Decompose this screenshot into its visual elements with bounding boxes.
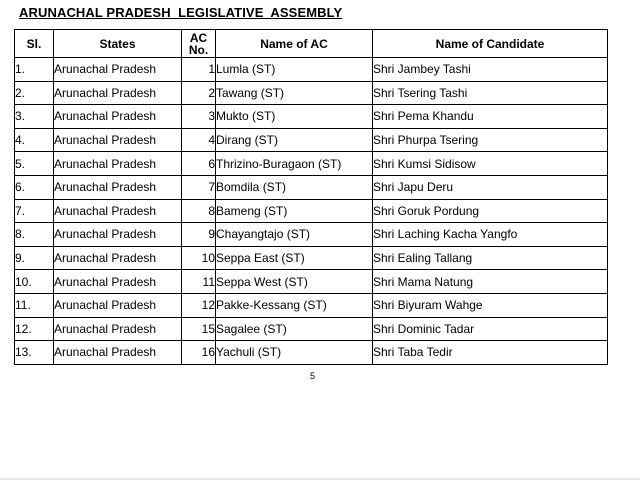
cell-candidate: Shri Taba Tedir	[373, 341, 608, 365]
cell-ac-no: 8	[182, 199, 216, 223]
cell-candidate: Shri Mama Natung	[373, 270, 608, 294]
cell-state: Arunachal Pradesh	[54, 81, 182, 105]
cell-sl: 4.	[15, 128, 54, 152]
cell-candidate: Shri Biyuram Wahge	[373, 293, 608, 317]
cell-sl: 9.	[15, 246, 54, 270]
cell-sl: 6.	[15, 175, 54, 199]
cell-ac-no: 7	[182, 175, 216, 199]
table-row	[15, 341, 608, 365]
cell-state: Arunachal Pradesh	[54, 199, 182, 223]
cell-state: Arunachal Pradesh	[54, 175, 182, 199]
cell-candidate: Shri Laching Kacha Yangfo	[373, 223, 608, 247]
header-sl: Sl.	[15, 30, 54, 58]
cell-state: Arunachal Pradesh	[54, 341, 182, 365]
table-row	[15, 293, 608, 317]
cell-candidate: Shri Jambey Tashi	[373, 58, 608, 82]
cell-state: Arunachal Pradesh	[54, 317, 182, 341]
candidates-table	[14, 29, 608, 365]
cell-sl: 1.	[15, 58, 54, 82]
cell-ac-no: 11	[182, 270, 216, 294]
table-row	[15, 81, 608, 105]
cell-sl: 2.	[15, 81, 54, 105]
cell-ac-no: 16	[182, 341, 216, 365]
table-header-row	[15, 30, 608, 58]
cell-ac-no: 9	[182, 223, 216, 247]
cell-ac-no: 12	[182, 293, 216, 317]
cell-candidate: Shri Dominic Tadar	[373, 317, 608, 341]
cell-ac-no: 2	[182, 81, 216, 105]
cell-sl: 5.	[15, 152, 54, 176]
header-ac-no-line1: AC	[189, 30, 208, 45]
cell-ac-name: Mukto (ST)	[216, 105, 373, 129]
cell-candidate: Shri Goruk Pordung	[373, 199, 608, 223]
cell-ac-name: Pakke-Kessang (ST)	[216, 293, 373, 317]
table-row	[15, 175, 608, 199]
table-row	[15, 317, 608, 341]
cell-sl: 7.	[15, 199, 54, 223]
cell-ac-no: 3	[182, 105, 216, 129]
cell-ac-no: 1	[182, 58, 216, 82]
table-row	[15, 223, 608, 247]
cell-ac-name: Dirang (ST)	[216, 128, 373, 152]
table-row	[15, 152, 608, 176]
header-name-of-candidate: Name of Candidate	[373, 30, 608, 58]
cell-ac-no: 4	[182, 128, 216, 152]
cell-state: Arunachal Pradesh	[54, 152, 182, 176]
cell-sl: 10.	[15, 270, 54, 294]
cell-ac-name: Thrizino-Buragaon (ST)	[216, 152, 373, 176]
cell-candidate: Shri Phurpa Tsering	[373, 128, 608, 152]
cell-ac-name: Chayangtajo (ST)	[216, 223, 373, 247]
cell-sl: 3.	[15, 105, 54, 129]
cell-ac-name: Lumla (ST)	[216, 58, 373, 82]
header-ac-no	[182, 30, 216, 58]
cell-candidate: Shri Ealing Tallang	[373, 246, 608, 270]
cell-candidate: Shri Japu Deru	[373, 175, 608, 199]
cell-state: Arunachal Pradesh	[54, 270, 182, 294]
header-name-of-ac: Name of AC	[216, 30, 373, 58]
document-title: ARUNACHAL PRADESH LEGISLATIVE ASSEMBLY	[19, 5, 343, 20]
cell-candidate: Shri Pema Khandu	[373, 105, 608, 129]
table-row	[15, 270, 608, 294]
page-number: 5	[310, 371, 316, 381]
cell-ac-no: 15	[182, 317, 216, 341]
cell-state: Arunachal Pradesh	[54, 58, 182, 82]
cell-state: Arunachal Pradesh	[54, 293, 182, 317]
cell-ac-name: Seppa East (ST)	[216, 246, 373, 270]
cell-ac-name: Sagalee (ST)	[216, 317, 373, 341]
cell-candidate: Shri Tsering Tashi	[373, 81, 608, 105]
cell-sl: 11.	[15, 293, 54, 317]
cell-ac-name: Seppa West (ST)	[216, 270, 373, 294]
cell-ac-name: Bomdila (ST)	[216, 175, 373, 199]
table-row	[15, 105, 608, 129]
cell-ac-name: Bameng (ST)	[216, 199, 373, 223]
cell-state: Arunachal Pradesh	[54, 105, 182, 129]
header-ac-no-line2: No.	[188, 42, 209, 57]
cell-candidate: Shri Kumsi Sidisow	[373, 152, 608, 176]
cell-sl: 12.	[15, 317, 54, 341]
cell-ac-name: Yachuli (ST)	[216, 341, 373, 365]
cell-sl: 13.	[15, 341, 54, 365]
cell-ac-no: 6	[182, 152, 216, 176]
table-row	[15, 246, 608, 270]
cell-sl: 8.	[15, 223, 54, 247]
cell-state: Arunachal Pradesh	[54, 128, 182, 152]
table-row	[15, 199, 608, 223]
cell-ac-name: Tawang (ST)	[216, 81, 373, 105]
table-row	[15, 58, 608, 82]
table-row	[15, 128, 608, 152]
cell-state: Arunachal Pradesh	[54, 246, 182, 270]
cell-state: Arunachal Pradesh	[54, 223, 182, 247]
header-states: States	[54, 30, 182, 58]
cell-ac-no: 10	[182, 246, 216, 270]
